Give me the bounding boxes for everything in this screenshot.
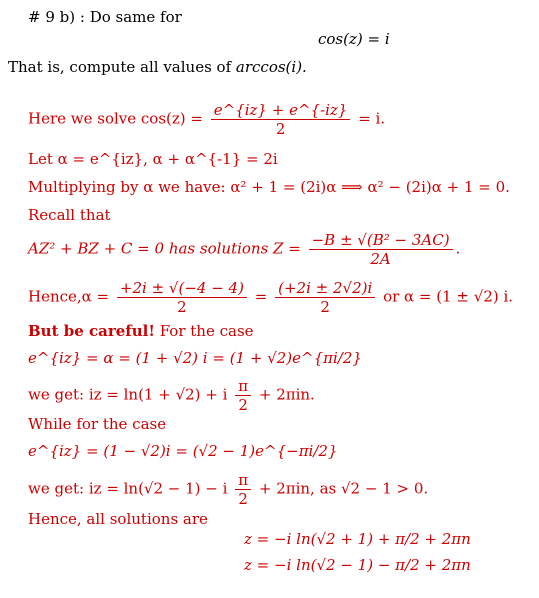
- quadratic-denominator: 2A: [370, 250, 391, 268]
- quadratic-numerator: −B ± √(B² − 3AC): [309, 232, 453, 250]
- hence-denominator-2: 2: [320, 298, 330, 316]
- solve-denominator: 2: [275, 120, 286, 138]
- hence-fraction-1: [117, 280, 247, 315]
- careful-emphasis: But be careful!: [28, 322, 155, 340]
- final-solution-1: z = −i ln(√2 + 1) + π/2 + 2πn: [244, 530, 471, 548]
- quadratic-line: AZ² + BZ + C = 0 has solutions Z = $\frac{\text{−B ± √(B² − 3AC)}}{2A}$ .: [28, 231, 461, 268]
- get1-line: we get: iz = ln(1 + √2) + i $\frac{\pi}{2}$ + 2πin.: [28, 377, 315, 414]
- get2-line: we get: iz = ln(√2 − 1) − i $\frac{\pi}{2}$ + 2πin, as √2 − 1 > 0.: [28, 471, 429, 508]
- multiply-line: Multiplying by α we have: α² + 1 = (2i)α ⟹ α² − (2i)α + 1 = 0.: [28, 178, 510, 196]
- solve-line: Here we solve cos(z) = $\frac{e\^{}\{iz\} + e\^{}\{-iz\}}{2}$ = i.: [28, 101, 386, 138]
- quadratic-fraction: [309, 232, 453, 267]
- case2-equation: e^{iz} = (1 − √2)i = (√2 − 1)e^{−πi/2}: [28, 442, 338, 460]
- hence-alpha-line: Hence,α = $\frac{+2i \pm √(-4 - 4)}{2}$ = $\frac{(+2i \pm 2√2)i}{2}$ or α = (1 ± √2) i.: [28, 279, 514, 316]
- case1-equation: e^{iz} = α = (1 + √2) i = (1 + √2)e^{πi/2}: [28, 349, 362, 367]
- problem-heading: # 9 b) : Do same for: [28, 8, 182, 26]
- get2-fraction: $\frac{\pi}{2}$: [235, 472, 251, 507]
- solve-fraction: [211, 102, 351, 137]
- hence-numerator-1: +2i ± √(−4 − 4): [117, 280, 247, 298]
- hence-numerator-2: (+2i ± 2√2)i: [275, 280, 375, 298]
- solve-numerator: e^{iz} + e^{-iz}: [211, 102, 351, 120]
- hence-all-line: Hence, all solutions are: [28, 510, 208, 528]
- while-line: While for the case: [28, 415, 167, 433]
- recall-line: Recall that: [28, 206, 111, 224]
- problem-equation: cos(z) = i: [318, 30, 390, 48]
- hence-fraction-2: [275, 280, 375, 315]
- get1-fraction: $\frac{\pi}{2}$: [235, 378, 251, 413]
- let-line: Let α = e^{iz}, α + α^{-1} = 2i: [28, 150, 278, 168]
- final-solution-2: z = −i ln(√2 − 1) − π/2 + 2πn: [244, 556, 471, 574]
- problem-restatement: That is, compute all values of arccos(i).: [8, 58, 307, 76]
- careful-line: But be careful! For the case: [28, 322, 254, 340]
- hence-denominator-1: 2: [177, 298, 187, 316]
